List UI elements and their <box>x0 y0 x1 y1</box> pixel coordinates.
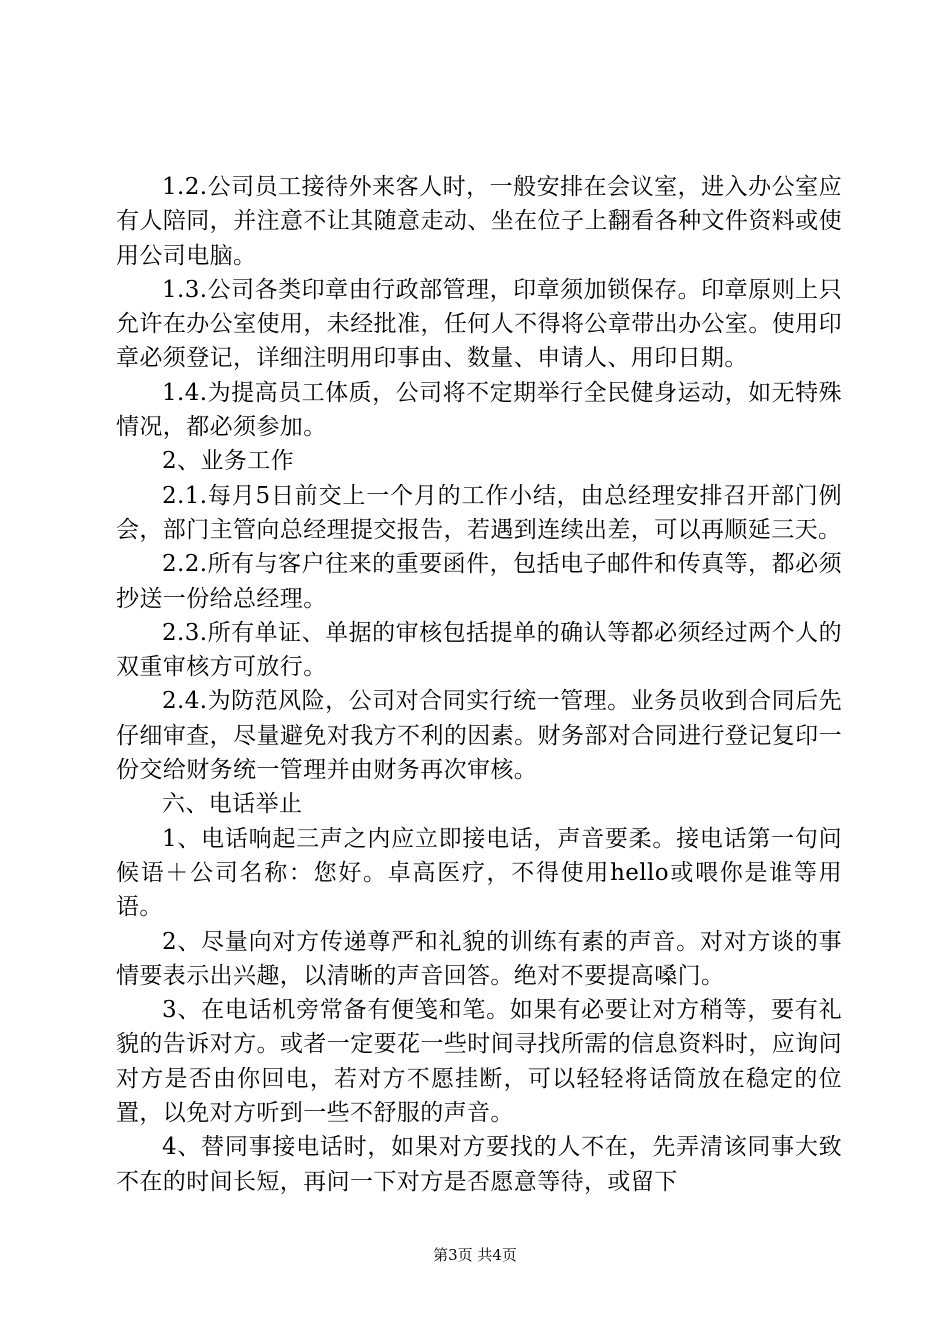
page-number-footer: 第3页 共4页 <box>433 1246 517 1264</box>
paragraph-phone-2: 2、尽量向对方传递尊严和礼貌的训练有素的声音。对对方谈的事情要表示出兴趣，以清晰的声音回答。绝对不要提高嗓门。 <box>116 928 842 989</box>
paragraph-2-1: 2.1.每月5日前交上一个月的工作小结，由总经理安排召开部门例会，部门主管向总经理提交报告，若遇到连续出差，可以再顺延三天。 <box>116 482 842 543</box>
paragraph-1-3: 1.3.公司各类印章由行政部管理，印章须加锁保存。印章原则上只允许在办公室使用，未经批准，任何人不得将公章带出办公室。使用印章必须登记，详细注明用印事由、数量、申请人、用印日期。 <box>116 276 842 372</box>
paragraph-phone-4: 4、替同事接电话时，如果对方要找的人不在，先弄清该同事大致不在的时间长短，再问一下对方是否愿意等待，或留下 <box>116 1134 842 1195</box>
document-body <box>116 170 842 1199</box>
paragraph-phone-1: 1、电话响起三声之内应立即接电话，声音要柔。接电话第一句问候语＋公司名称：您好。卓高医疗，不得使用hello或喂你是谁等用语。 <box>116 825 842 921</box>
section-heading-business: 2、业务工作 <box>162 448 295 475</box>
paragraph-2-3: 2.3.所有单证、单据的审核包括提单的确认等都必须经过两个人的双重审核方可放行。 <box>116 619 842 681</box>
paragraph-2-4: 2.4.为防范风险，公司对合同实行统一管理。业务员收到合同后先仔细审查，尽量避免对我方不利的因素。财务部对合同进行登记复印一份交给财务统一管理并由财务再次审核。 <box>116 688 842 784</box>
section-heading-phone: 六、电话举止 <box>162 791 303 818</box>
paragraph-2-2: 2.2.所有与客户往来的重要函件，包括电子邮件和传真等，都必须抄送一份给总经理。 <box>116 551 842 612</box>
paragraph-1-2: 1.2.公司员工接待外来客人时，一般安排在会议室，进入办公室应有人陪同，并注意不让其随意走动、坐在位子上翻看各种文件资料或使用公司电脑。 <box>116 174 842 269</box>
paragraph-phone-3: 3、在电话机旁常备有便笺和笔。如果有必要让对方稍等，要有礼貌的告诉对方。或者一定要花一些时间寻找所需的信息资料时，应询问对方是否由你回电，若对方不愿挂断，可以轻轻将话筒放在稳定的位置，以免对方听到一些不舒服的声音。 <box>116 997 842 1127</box>
paragraph-1-4: 1.4.为提高员工体质，公司将不定期举行全民健身运动，如无特殊情况，都必须参加。 <box>116 379 842 441</box>
